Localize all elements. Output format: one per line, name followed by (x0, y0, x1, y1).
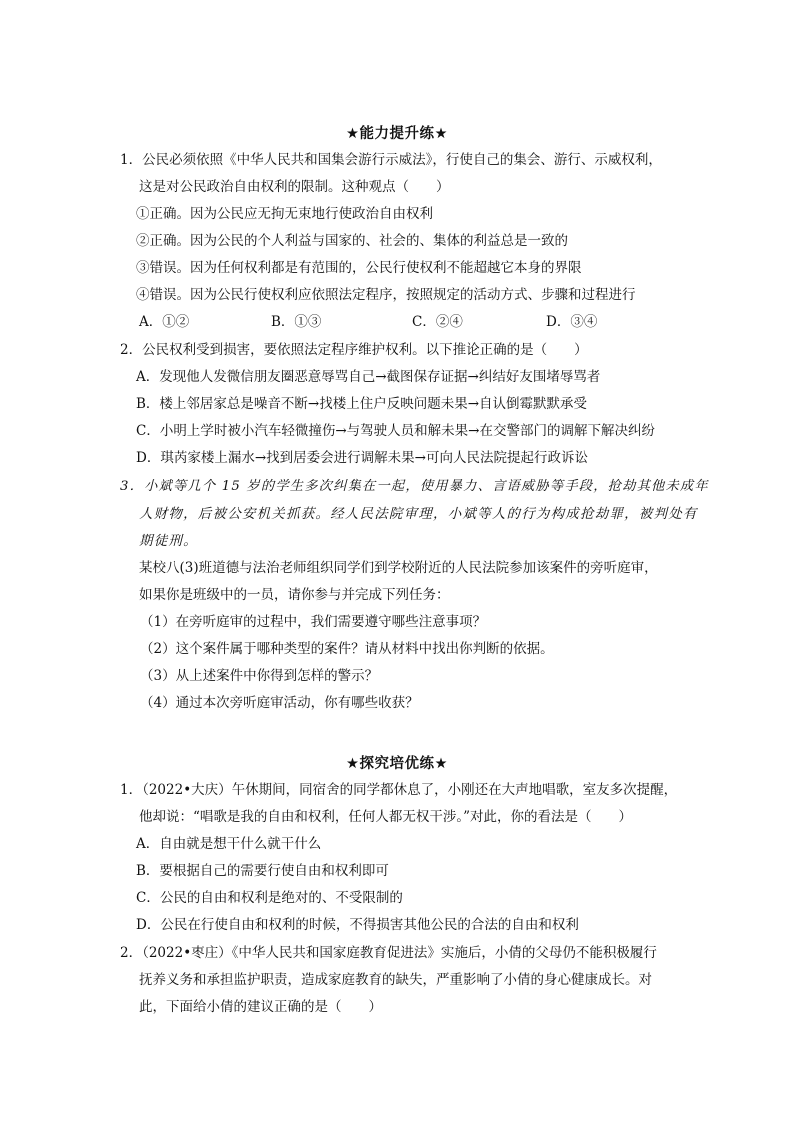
inquiry-question-1-option-a: A．自由就是想干什么就干什么 (136, 836, 322, 852)
question-1-statement-2: ②正确。因为公民的个人利益与国家的、社会的、集体的利益总是一致的 (136, 233, 568, 249)
question-3-context-line1: 某校八(3)班道德与法治老师组织同学们到学校附近的人民法院参加该案件的旁听庭审， (139, 560, 658, 576)
section-title-inquiry: ★探究培优练★ (346, 756, 448, 772)
question-3-task-2: （2）这个案件属于哪种类型的案件？请从材料中找出你判断的依据。 (140, 641, 554, 657)
inquiry-question-1-stem-line1: 1．（2022•大庆）午休期间，同宿舍的同学都休息了，小刚还在大声地唱歌，室友多次提醒， (120, 782, 678, 798)
question-1-statement-3: ③错误。因为任何权利都是有范围的，公民行使权利不能超越它本身的界限 (136, 260, 582, 276)
question-1-stem-line1: 1．公民必须依照《中华人民共和国集会游行示威法》，行使自己的集会、游行、示威权利， (120, 152, 662, 168)
inquiry-question-1-option-b: B．要根据自己的需要行使自由和权利即可 (136, 863, 389, 879)
question-1-statement-1: ①正确。因为公民应无拘无束地行使政治自由权利 (136, 206, 433, 222)
question-2-option-a: A．发现他人发微信朋友圈恶意辱骂自己→截图保存证据→纠结好友围堵辱骂者 (136, 369, 601, 385)
question-1-choice-c: C．②④ (412, 314, 463, 330)
question-2-option-b: B．楼上邻居家总是噪音不断→找楼上住户反映问题未果→自认倒霉默默承受 (136, 396, 588, 412)
question-3-material-line3: 期徒刑。 (139, 533, 198, 549)
question-3-material-line2: 人财物，后被公安机关抓获。经人民法院审理，小斌等人的行为构成抢劫罪，被判处有 (139, 506, 698, 522)
question-1-stem-line2: 这是对公民政治自由权利的限制。这种观点（ ） (139, 179, 450, 195)
question-1-statement-4: ④错误。因为公民行使权利应依照法定程序，按照规定的活动方式、步骤和过程进行 (136, 287, 636, 303)
question-2-option-c: C．小明上学时被小汽车轻微撞伤→与驾驶人员和解未果→在交警部门的调解下解决纠纷 (136, 423, 655, 439)
question-1-choice-d: D．③④ (546, 314, 598, 330)
question-1-choice-a: A．①② (139, 314, 190, 330)
question-2-stem: 2．公民权利受到损害，要依照法定程序维护权利。以下推论正确的是（ ） (120, 342, 588, 358)
question-3-task-3: （3）从上述案件中你得到怎样的警示？ (140, 668, 379, 684)
inquiry-question-1-option-c: C．公民的自由和权利是绝对的、不受限制的 (136, 890, 403, 906)
question-2-option-d: D．琪芮家楼上漏水→找到居委会进行调解未果→可向人民法院提起行政诉讼 (136, 450, 588, 466)
question-3-task-4: （4）通过本次旁听庭审活动，你有哪些收获？ (140, 695, 419, 711)
inquiry-question-2-stem-line3: 此，下面给小倩的建议正确的是（ ） (139, 999, 382, 1015)
question-1-choice-b: B．①③ (271, 314, 322, 330)
inquiry-question-1-option-d: D．公民在行使自由和权利的时候，不得损害其他公民的合法的自由和权利 (136, 917, 579, 933)
inquiry-question-1-stem-line2: 他却说：“唱歌是我的自由和权利，任何人都无权干涉。”对此，你的看法是（ ） (139, 809, 633, 825)
section-title-ability: ★能力提升练★ (346, 126, 448, 142)
question-3-task-1: （1）在旁听庭审的过程中，我们需要遵守哪些注意事项？ (140, 614, 487, 630)
question-3-context-line2: 如果你是班级中的一员，请你参与并完成下列任务： (139, 587, 450, 603)
inquiry-question-2-stem-line1: 2．（2022•枣庄）《中华人民共和国家庭教育促进法》实施后，小倩的父母仍不能积极履行 (120, 945, 657, 961)
question-3-material-line1: 3．小斌等几个 15 岁的学生多次纠集在一起，使用暴力、言语威胁等手段，抢劫其他未成年 (120, 479, 709, 494)
inquiry-question-2-stem-line2: 抚养义务和承担监护职责，造成家庭教育的缺失，严重影响了小倩的身心健康成长。对 (139, 972, 652, 988)
